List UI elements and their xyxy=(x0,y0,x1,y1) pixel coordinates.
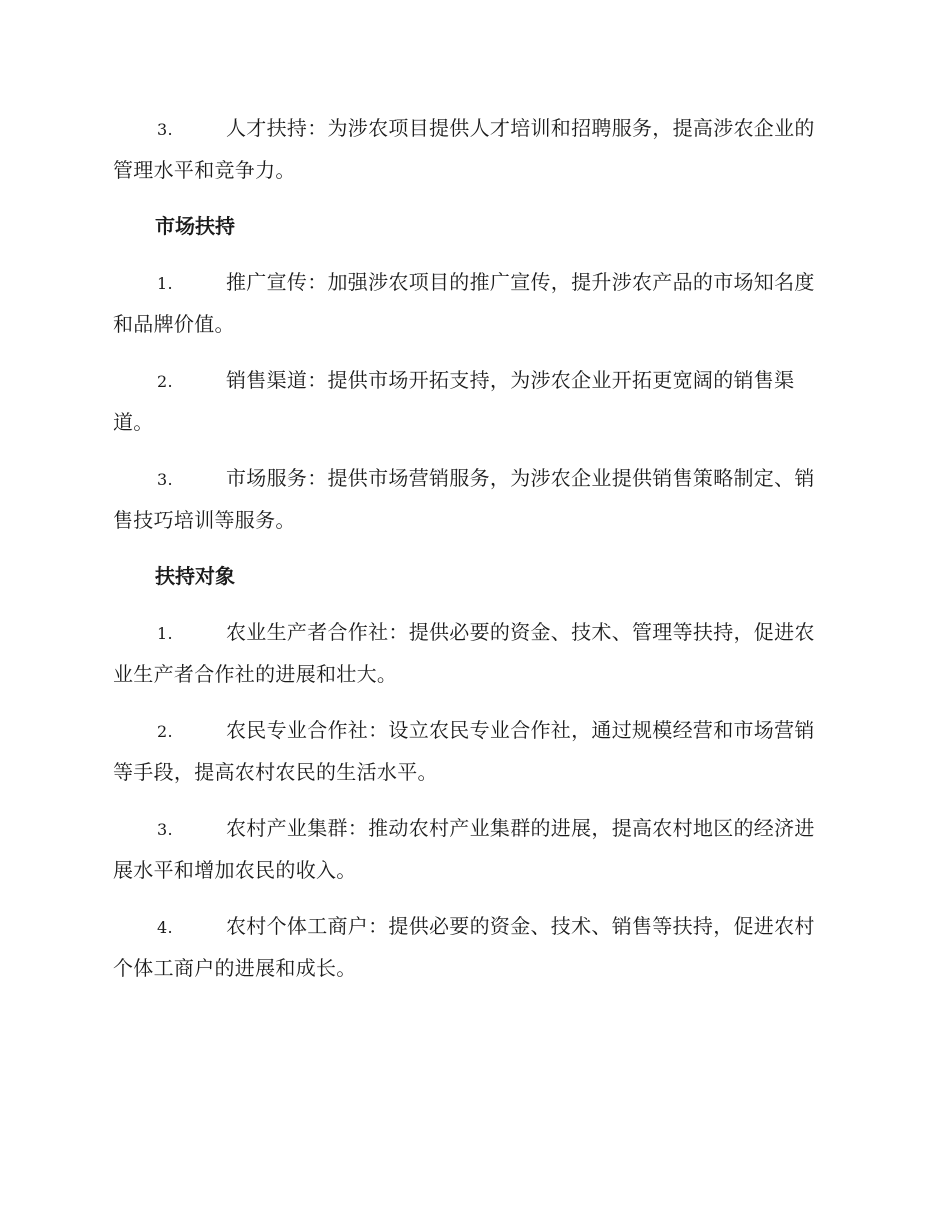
list-item-text: 人才扶持：为涉农项目提供人才培训和招聘服务，提高涉农企业的管理水平和竞争力。 xyxy=(113,116,815,182)
list-number: 1. xyxy=(157,624,173,643)
list-item-producer-cooperatives xyxy=(113,612,833,694)
list-number: 2. xyxy=(157,372,173,391)
list-item-market-service xyxy=(113,458,833,540)
document-body xyxy=(113,108,833,1004)
list-item-industry-clusters xyxy=(113,808,833,890)
list-item-text: 销售渠道：提供市场开拓支持，为涉农企业开拓更宽阔的销售渠道。 xyxy=(113,368,795,434)
list-number: 4. xyxy=(157,918,173,937)
list-item-individual-businesses xyxy=(113,906,833,988)
list-item-text: 农村个体工商户：提供必要的资金、技术、销售等扶持，促进农村个体工商户的进展和成长。 xyxy=(113,914,815,980)
list-item-text: 推广宣传：加强涉农项目的推广宣传，提升涉农产品的市场知名度和品牌价值。 xyxy=(113,270,815,336)
list-item-sales-channels xyxy=(113,360,833,442)
list-item-text: 市场服务：提供市场营销服务，为涉农企业提供销售策略制定、销售技巧培训等服务。 xyxy=(113,466,815,532)
list-number: 1. xyxy=(157,274,173,293)
section-heading-support-targets: 扶持对象 xyxy=(155,564,235,588)
list-number: 3. xyxy=(157,820,173,839)
list-number: 2. xyxy=(157,722,173,741)
list-item-talent-support xyxy=(113,108,833,190)
list-item-promotion xyxy=(113,262,833,344)
list-item-text: 农村产业集群：推动农村产业集群的进展，提高农村地区的经济进展水平和增加农民的收入。 xyxy=(113,816,815,882)
list-number: 3. xyxy=(157,470,173,489)
list-item-farmer-cooperatives xyxy=(113,710,833,792)
list-item-text: 农民专业合作社：设立农民专业合作社，通过规模经营和市场营销等手段，提高农村农民的生活水平。 xyxy=(113,718,815,784)
section-heading-market-support: 市场扶持 xyxy=(155,214,235,238)
list-number: 3. xyxy=(157,120,173,139)
list-item-text: 农业生产者合作社：提供必要的资金、技术、管理等扶持，促进农业生产者合作社的进展和壮大。 xyxy=(113,620,815,686)
